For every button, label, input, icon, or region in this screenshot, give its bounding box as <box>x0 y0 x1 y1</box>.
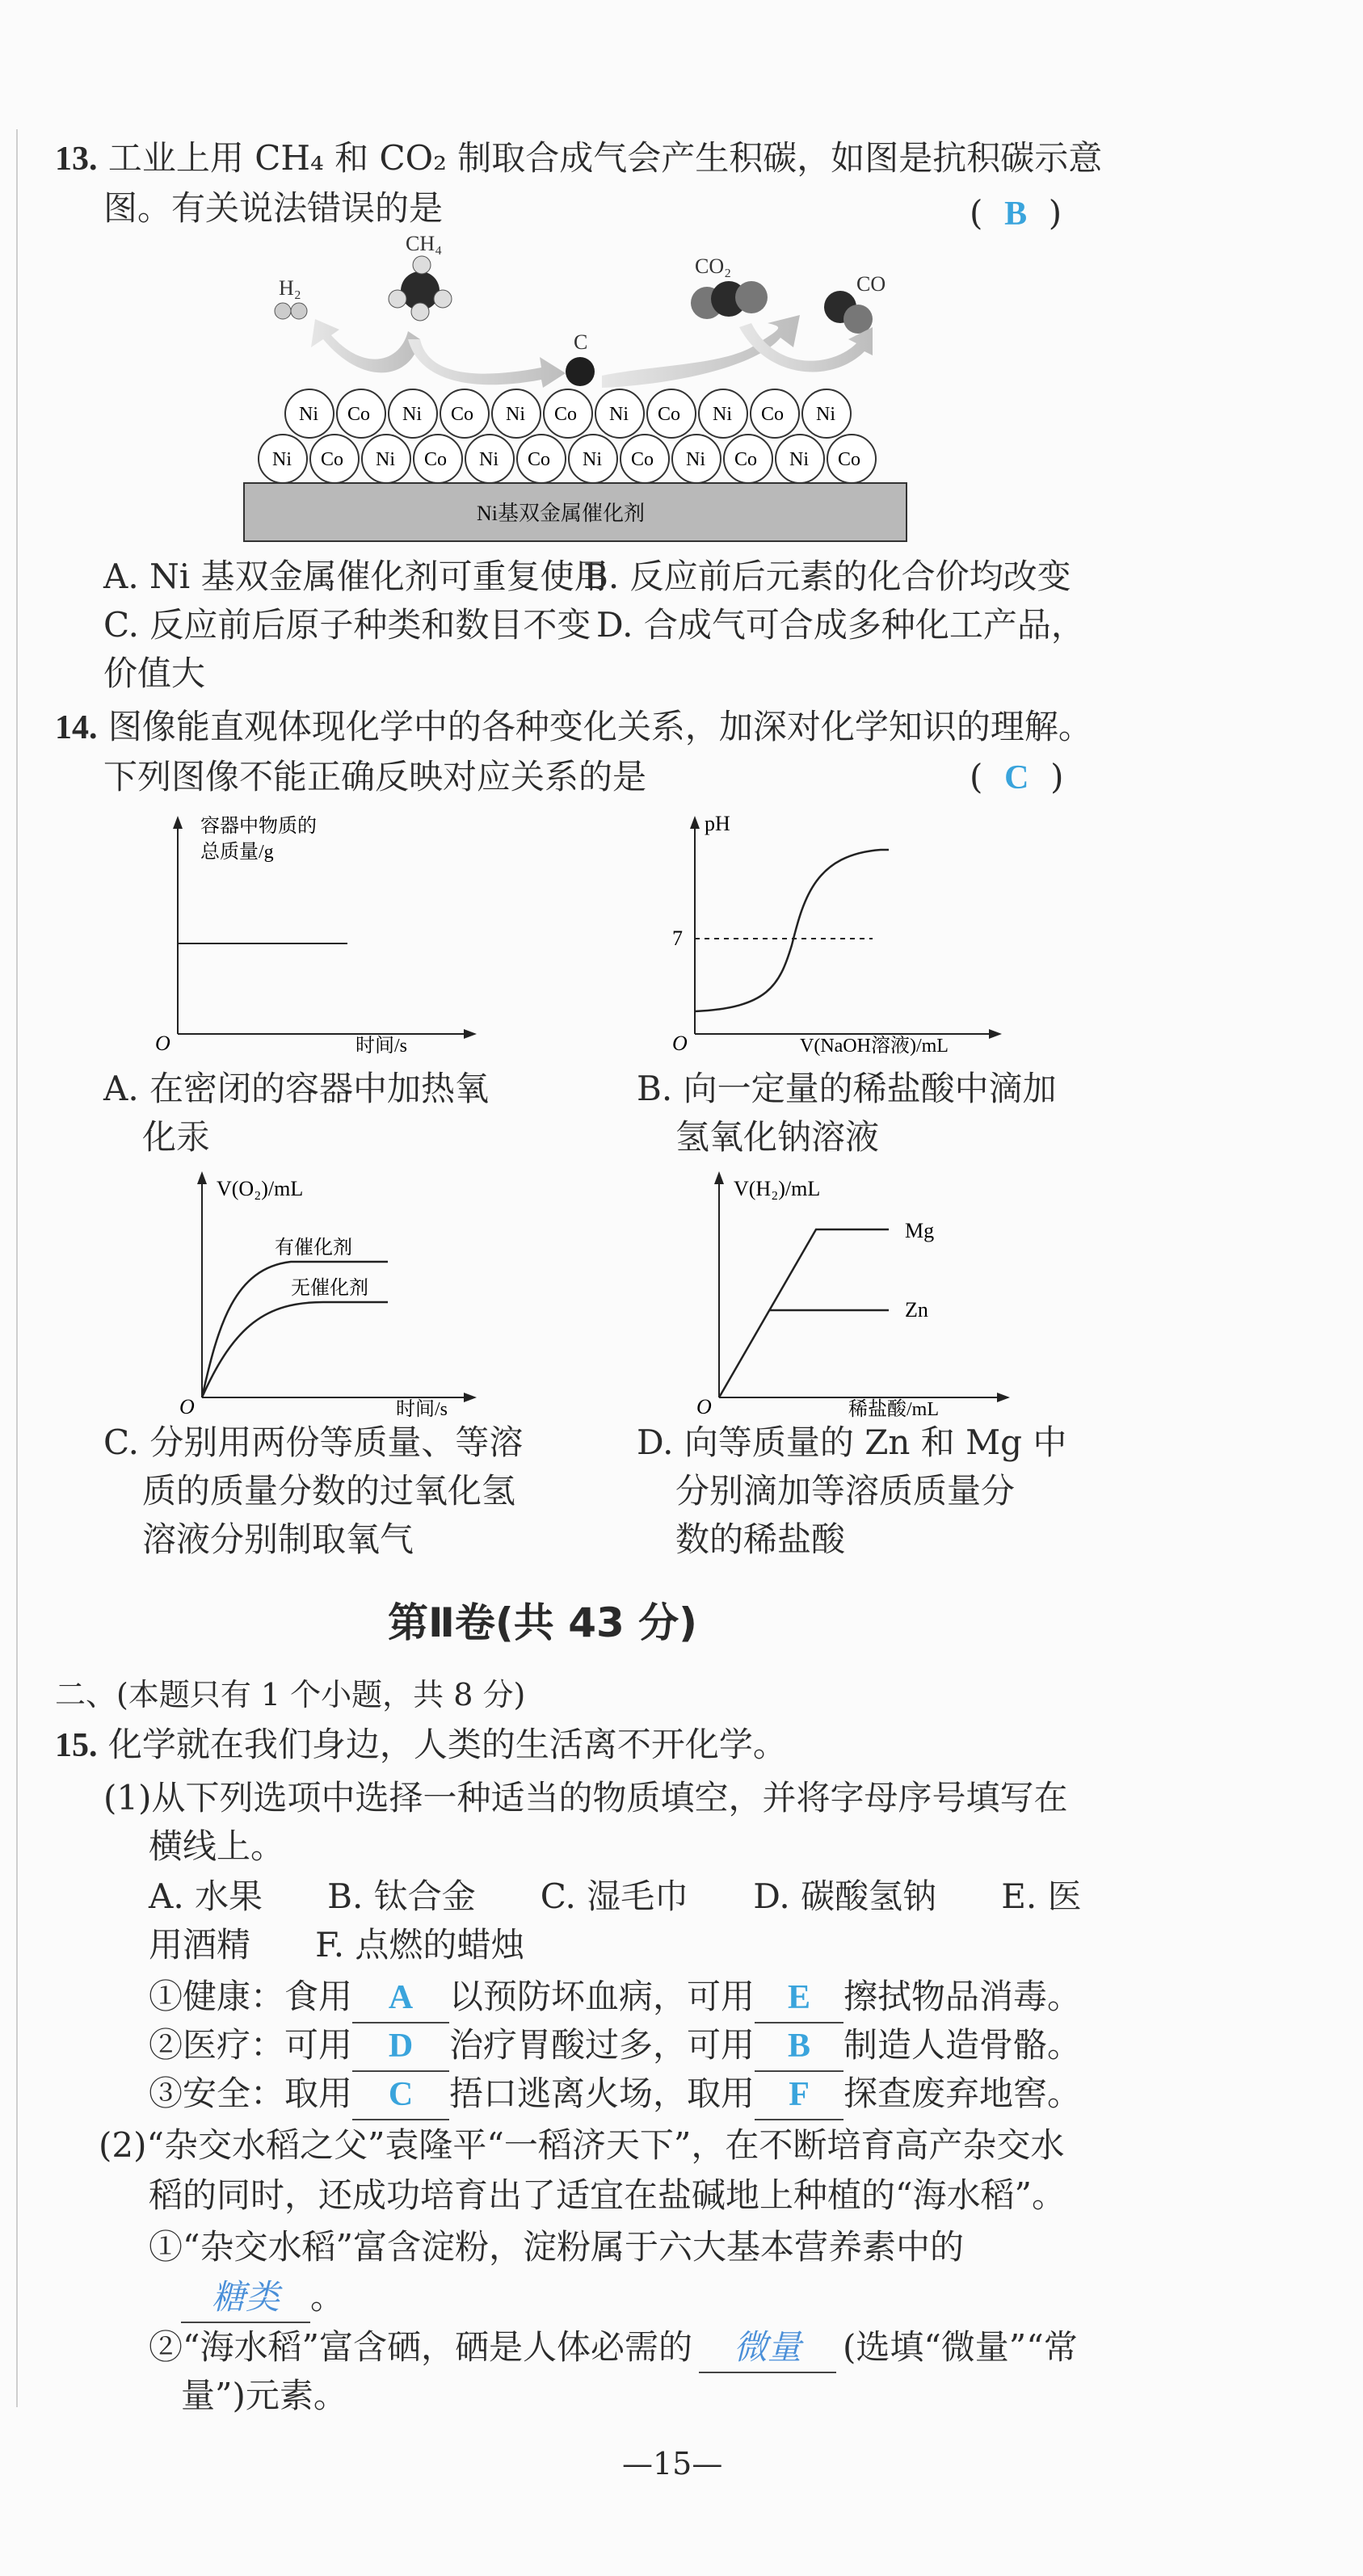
q13-option-d: D. 合成气可合成多种化工产品， <box>596 605 1085 645</box>
graph-a-xlabel: 时间/s <box>355 1036 408 1057</box>
svg-text:Ni: Ni <box>479 449 499 470</box>
q14-option-b-line2: 氢氧化钠溶液 <box>675 1117 880 1157</box>
svg-text:Ni: Ni <box>272 449 292 470</box>
q15-answer-nutrient: 糖类 <box>211 2277 280 2317</box>
svg-text:Ni: Ni <box>816 404 835 425</box>
graph-a-origin: O <box>155 1032 170 1055</box>
svg-text:Co: Co <box>761 404 785 425</box>
q15-row-health-pre: ①健康：食用 <box>149 1977 353 2016</box>
q15-sub2-line1 <box>149 2323 1078 2373</box>
svg-text:Co: Co <box>321 449 344 470</box>
graph-c-origin: O <box>179 1395 195 1418</box>
q15-row-health <box>149 1973 1081 2023</box>
graph-d-ylabel: V(H₂)/mL <box>734 1177 821 1200</box>
graph-b <box>671 808 1026 1058</box>
q14-option-c-line3: 溶液分别制取氧气 <box>142 1519 414 1559</box>
graph-a-ylabel1: 容器中物质的 <box>200 816 317 837</box>
q15-part2-line2: 稻的同时，还成功培育出了适宜在盐碱地上种植的“海水稻”。 <box>149 2175 1066 2215</box>
q14-option-d-line3: 数的稀盐酸 <box>675 1519 846 1559</box>
catalyst-base-label: Ni基双金属催化剂 <box>477 502 646 525</box>
q15-answer-safety-1: C <box>388 2076 414 2113</box>
q15-row-health-mid: 以预防坏血病，可用 <box>449 1977 755 2016</box>
q14-option-b-line1: B. 向一定量的稀盐酸中滴加 <box>637 1069 1057 1108</box>
q13-stem-line2: 图。有关说法错误的是 <box>103 188 444 228</box>
q15-row-safety-post: 探查废弃地窖。 <box>843 2074 1082 2113</box>
q15-row-safety <box>149 2070 1081 2120</box>
q14-option-c-line1: C. 分别用两份等质量、等溶 <box>103 1422 524 1462</box>
q15-part2-line1: (2)“杂交水稻之父”袁隆平“一稻济天下”，在不断培育高产杂交水 <box>99 2125 1065 2165</box>
svg-text:Ni: Ni <box>789 449 809 470</box>
q15-sub2-line2: 量”)元素。 <box>181 2376 347 2415</box>
svg-text:Co: Co <box>451 404 474 425</box>
graph-b-origin: O <box>672 1032 688 1055</box>
anti-carbon-diagram <box>234 226 1123 549</box>
margin-line <box>16 129 18 2407</box>
q14-stem: 图像能直观体现化学中的各种变化关系，加深对化学知识的理解。 <box>107 707 1092 746</box>
svg-text:Co: Co <box>347 404 371 425</box>
q14-line1 <box>55 703 1092 752</box>
q14-answer: C <box>1004 759 1029 796</box>
q15-choices-line2: 用酒精 F. 点燃的蜡烛 <box>149 1925 525 1965</box>
q13-answer-bracket: ( B ) <box>970 193 1062 233</box>
q14-option-a-line2: 化汞 <box>142 1117 211 1157</box>
q15-sub2-pre: ②“海水稻”富含硒，硒是人体必需的 <box>149 2327 692 2367</box>
q15-row-health-post: 擦拭物品消毒。 <box>843 1977 1082 2016</box>
graph-d-line-mg <box>719 1229 889 1397</box>
h2-label: H₂ <box>279 276 301 300</box>
q15-row-safety-pre: ③安全：取用 <box>149 2074 353 2113</box>
q14-option-a-line1: A. 在密闭的容器中加热氧 <box>103 1069 490 1108</box>
q15-sub1-end: 。 <box>310 2277 345 2317</box>
q14-stem-line2: 下列图像不能正确反映对应关系的是 <box>103 757 647 796</box>
q15-answer-health-2: E <box>788 1979 811 2016</box>
svg-text:Co: Co <box>528 449 551 470</box>
q13-option-a: A. Ni 基双金属催化剂可重复使用 <box>103 557 608 596</box>
q15-sub2-post: (选填“微量”“常 <box>842 2327 1078 2367</box>
svg-text:Co: Co <box>424 449 448 470</box>
catalyst-atoms-row1 <box>285 389 851 438</box>
page-number: —15— <box>622 2446 723 2481</box>
q15-answer-medical-2: B <box>788 2028 811 2065</box>
q13-option-b: B. 反应前后元素的化合价均改变 <box>583 557 1071 596</box>
svg-text:Ni: Ni <box>376 449 395 470</box>
q14-answer-bracket: ( C ) <box>970 757 1064 796</box>
graph-c-ylabel: V(O₂)/mL <box>217 1177 304 1200</box>
c-label: C <box>574 330 588 354</box>
q15-sub1-line2 <box>181 2273 344 2323</box>
ch4-label: CH₄ <box>406 232 443 255</box>
svg-text:Ni: Ni <box>402 404 422 425</box>
q15-answer-safety-2: F <box>789 2076 810 2113</box>
svg-text:Co: Co <box>554 404 578 425</box>
arrow-to-h2 <box>311 319 420 372</box>
svg-text:Ni: Ni <box>299 404 318 425</box>
co2-label: CO₂ <box>695 254 732 278</box>
arrow-to-c <box>408 339 566 388</box>
graph-c-curve-nocatalyst <box>202 1302 388 1397</box>
q15-line1 <box>55 1721 787 1770</box>
q15-row-medical-pre: ②医疗：可用 <box>149 2025 353 2065</box>
q15-row-medical-post: 制造人造骨骼。 <box>843 2025 1082 2065</box>
graph-c-label-nocatalyst: 无催化剂 <box>291 1278 368 1299</box>
q13-line1 <box>55 134 1102 183</box>
q13-stem: 工业上用 CH₄ 和 CO₂ 制取合成气会产生积碳，如图是抗积碳示意 <box>107 138 1103 178</box>
q13-number: 13. <box>55 141 98 178</box>
svg-text:Ni: Ni <box>713 404 732 425</box>
catalyst-atoms-row2 <box>259 435 876 483</box>
q15-row-safety-mid: 捂口逃离火场，取用 <box>449 2074 755 2113</box>
co-label: CO <box>856 272 886 296</box>
graph-b-curve <box>695 850 889 1011</box>
q15-answer-medical-1: D <box>388 2028 414 2065</box>
graph-d-origin: O <box>696 1395 712 1418</box>
q13-option-c: C. 反应前后原子种类和数目不变 <box>103 605 591 645</box>
q14-option-d-line2: 分别滴加等溶质质量分 <box>675 1471 1016 1511</box>
q15-number: 15. <box>55 1727 98 1764</box>
graph-a <box>154 808 493 1058</box>
q15-part1-line2: 横线上。 <box>149 1826 285 1866</box>
graph-d-label-zn: Zn <box>905 1298 928 1322</box>
q14-option-c-line2: 质的质量分数的过氧化氢 <box>142 1471 516 1511</box>
svg-text:Co: Co <box>734 449 758 470</box>
graph-a-ylabel2: 总质量/g <box>200 842 274 863</box>
q13-answer: B <box>1004 195 1028 233</box>
svg-text:Ni: Ni <box>583 449 602 470</box>
graph-d <box>687 1163 1026 1422</box>
section-part-heading: 二、(本题只有 1 个小题，共 8 分) <box>55 1677 526 1712</box>
q15-answer-health-1: A <box>388 1979 414 2016</box>
q14-number: 14. <box>55 709 98 746</box>
h2-molecule <box>275 303 291 319</box>
svg-text:Ni: Ni <box>609 404 629 425</box>
graph-b-ylabel: pH <box>705 812 730 835</box>
graph-c-xlabel: 时间/s <box>396 1399 448 1420</box>
graph-c <box>170 1163 493 1422</box>
q15-answer-selenium: 微量 <box>733 2327 801 2367</box>
svg-text:Co: Co <box>658 404 681 425</box>
q15-intro: 化学就在我们身边，人类的生活离不开化学。 <box>107 1725 787 1764</box>
svg-text:Ni: Ni <box>506 404 525 425</box>
graph-d-label-mg: Mg <box>905 1219 935 1242</box>
q15-row-medical <box>149 2021 1081 2072</box>
q15-sub1-line1: ①“杂交水稻”富含淀粉，淀粉属于六大基本营养素中的 <box>149 2227 964 2267</box>
graph-b-ytick: 7 <box>672 927 683 950</box>
q13-option-d-cont: 价值大 <box>103 653 206 693</box>
q15-row-medical-mid: 治疗胃酸过多，可用 <box>449 2025 755 2065</box>
svg-text:Co: Co <box>838 449 861 470</box>
svg-text:Co: Co <box>631 449 654 470</box>
graph-c-label-catalyst: 有催化剂 <box>275 1238 352 1259</box>
carbon-atom <box>566 357 595 386</box>
q14-option-d-line1: D. 向等质量的 Zn 和 Mg 中 <box>637 1422 1067 1462</box>
graph-b-xlabel: V(NaOH溶液)/mL <box>800 1036 949 1057</box>
graph-d-xlabel: 稀盐酸/mL <box>848 1399 939 1420</box>
svg-text:Ni: Ni <box>686 449 705 470</box>
q15-choices-line1: A. 水果 B. 钛合金 C. 湿毛巾 D. 碳酸氢钠 E. 医 <box>149 1876 1082 1916</box>
q15-part1-line1: (1)从下列选项中选择一种适当的物质填空，并将字母序号填写在 <box>103 1778 1068 1817</box>
section-title: 第Ⅱ卷(共 43 分) <box>388 1599 698 1646</box>
